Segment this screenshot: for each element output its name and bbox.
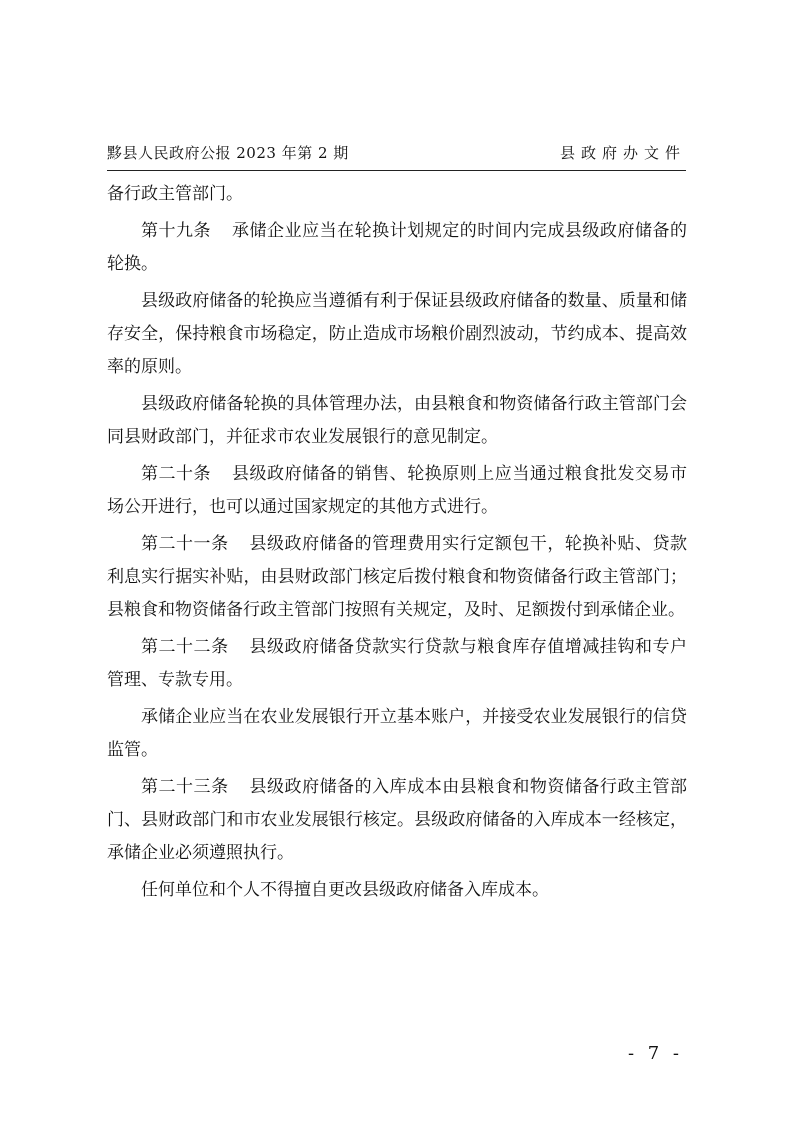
- paragraph-credit-supervision: [107, 701, 687, 767]
- paragraph-text: 县级政府储备的管理费用实行定额包干，轮换补贴、贷款利息实行据实补贴，由县财政部门核定后拨付粮食和物资储备行政主管部门；县粮食和物资储备行政主管部门按照有关规定，及时、足额拨付到承储企业。: [107, 534, 688, 620]
- article-label: 第十九条: [141, 221, 212, 241]
- paragraph-text: 县级政府储备轮换的具体管理办法，由县粮食和物资储备行政主管部门会同县财政部门，并征求市农业发展银行的意见制定。: [107, 394, 687, 447]
- paragraph-text: 县级政府储备贷款实行贷款与粮食库存值增减挂钩和专户管理、专款专用。: [107, 637, 688, 690]
- paragraph-text: 县级政府储备的轮换应当遵循有利于保证县级政府储备的数量、质量和储存安全，保持粮食市场稳定，防止造成市场粮价剧烈波动，节约成本、提高效率的原则。: [107, 291, 687, 377]
- paragraph-cost-change-prohibition: [107, 874, 687, 907]
- document-body: [107, 178, 687, 911]
- article-23: [107, 771, 687, 870]
- article-label: 第二十条: [141, 464, 212, 484]
- article-label: 第二十一条: [141, 534, 229, 554]
- header-section-title: 县政府办文件: [559, 144, 686, 162]
- page-number: - 7 -: [627, 1043, 683, 1064]
- paragraph-text: 承储企业应当在轮换计划规定的时间内完成县级政府储备的轮换。: [107, 221, 688, 274]
- paragraph-text: 县级政府储备的销售、轮换原则上应当通过粮食批发交易市场公开进行，也可以通过国家规定的其他方式进行。: [107, 464, 688, 517]
- article-22: [107, 631, 687, 697]
- paragraph-rotation-rules: [107, 388, 687, 454]
- paragraph-text: 县级政府储备的入库成本由县粮食和物资储备行政主管部门、县财政部门和市农业发展银行核定。县级政府储备的入库成本一经核定，承储企业必须遵照执行。: [107, 777, 688, 863]
- paragraph-rotation-principles: [107, 285, 687, 384]
- paragraph-continuation: [107, 178, 687, 211]
- article-19: [107, 215, 687, 281]
- article-label: 第二十三条: [141, 777, 229, 797]
- paragraph-text: 承储企业应当在农业发展银行开立基本账户，并接受农业发展银行的信贷监管。: [107, 707, 687, 760]
- paragraph-text: 备行政主管部门。: [107, 184, 243, 204]
- page-header: [107, 140, 686, 171]
- paragraph-text: 任何单位和个人不得擅自更改县级政府储备入库成本。: [141, 880, 549, 900]
- article-21: [107, 528, 687, 627]
- article-label: 第二十二条: [141, 637, 229, 657]
- header-publication-title: 黟县人民政府公报 2023 年第 2 期: [107, 144, 349, 162]
- article-20: [107, 458, 687, 524]
